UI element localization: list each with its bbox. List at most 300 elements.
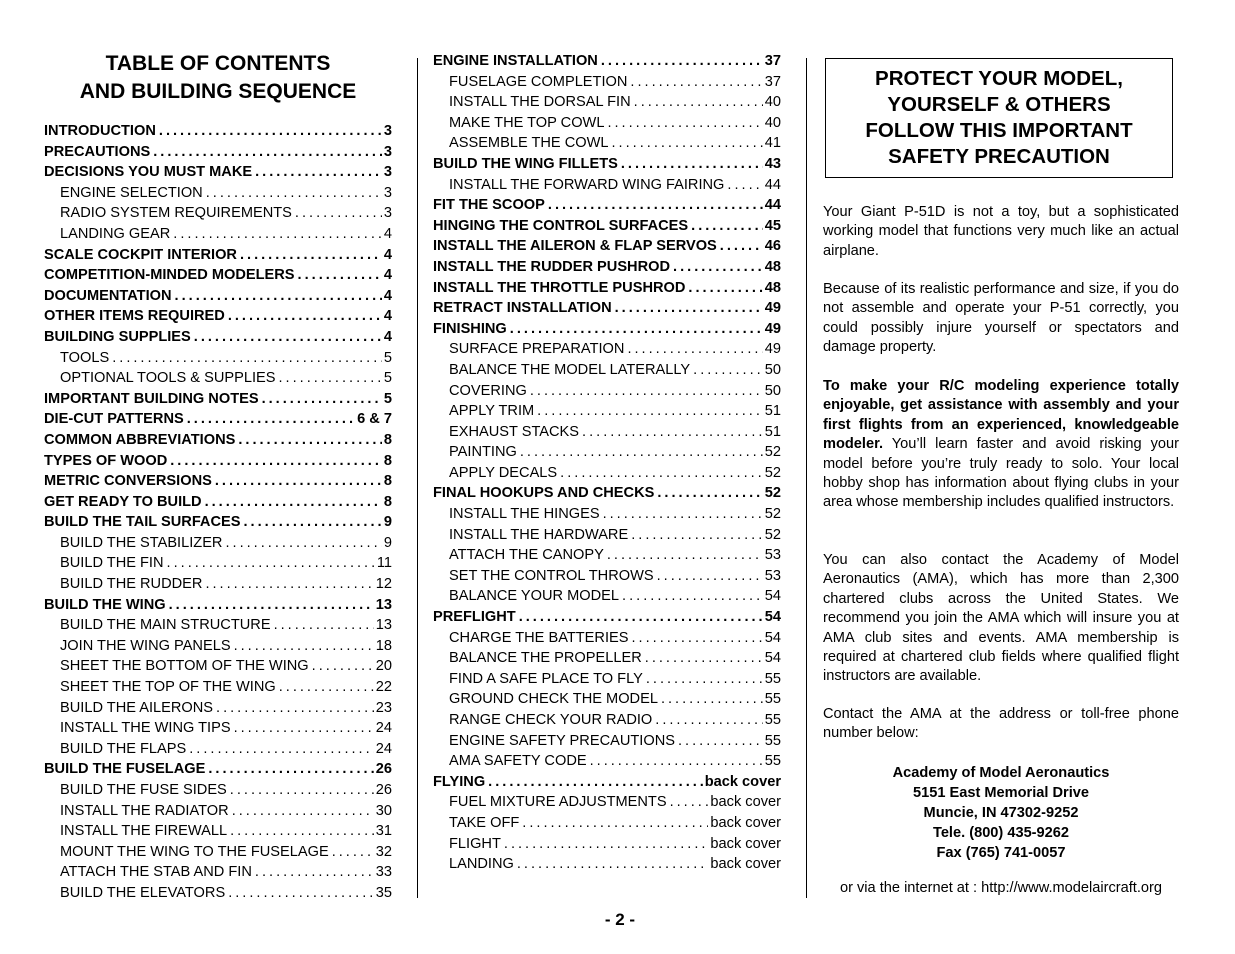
toc-entry-label: BUILD THE AILERONS bbox=[60, 699, 214, 716]
toc-entry-page: 3 bbox=[383, 143, 392, 160]
toc-entry-label: SHEET THE TOP OF THE WING bbox=[60, 679, 276, 696]
toc-leader-dots bbox=[227, 821, 374, 842]
toc-entry-page: 9 bbox=[383, 534, 392, 551]
toc-entry-label: LANDING bbox=[449, 856, 514, 873]
toc-leader-dots bbox=[612, 298, 763, 319]
toc-leader-dots bbox=[191, 327, 382, 348]
toc-entry-page: 49 bbox=[764, 300, 781, 317]
toc-entry-label: BUILD THE ELEVATORS bbox=[60, 884, 226, 901]
toc-entry-page: 3 bbox=[383, 205, 392, 222]
toc-entry-page: 13 bbox=[375, 617, 392, 634]
toc-leader-dots bbox=[227, 780, 374, 801]
toc-entry-label: FLYING bbox=[433, 773, 486, 790]
toc-entry-label: INSTALL THE THROTTLE PUSHROD bbox=[433, 279, 686, 296]
toc-leader-dots bbox=[309, 656, 374, 677]
toc-leader-dots bbox=[631, 92, 763, 113]
toc-entry-label: BUILD THE TAIL SURFACES bbox=[44, 514, 241, 531]
toc-leader-dots bbox=[259, 389, 382, 410]
toc-entry-label: ASSEMBLE THE COWL bbox=[449, 135, 609, 152]
toc-entry bbox=[44, 718, 392, 739]
toc-leader-dots bbox=[690, 360, 763, 381]
toc-entry-label: INTRODUCTION bbox=[44, 123, 156, 139]
toc-entry-label: PAINTING bbox=[449, 444, 517, 461]
toc-leader-dots bbox=[252, 862, 374, 883]
toc-entry-page: 35 bbox=[375, 884, 392, 901]
toc-leader-dots bbox=[516, 607, 763, 628]
toc-entry bbox=[433, 51, 781, 72]
toc-entry-label: ATTACH THE STAB AND FIN bbox=[60, 864, 252, 881]
toc-entry bbox=[44, 553, 392, 574]
toc-entry-label: BUILD THE WING bbox=[44, 596, 166, 613]
toc-entry bbox=[433, 854, 781, 875]
toc-leader-dots bbox=[172, 286, 382, 307]
toc-entry bbox=[44, 265, 392, 286]
toc-leader-dots bbox=[624, 339, 762, 360]
toc-entry bbox=[44, 224, 392, 245]
toc-entry bbox=[433, 463, 781, 484]
toc-entry-page: 55 bbox=[764, 753, 781, 770]
ama-address bbox=[823, 763, 1179, 863]
toc-entry-page: 43 bbox=[764, 155, 781, 172]
toc-entry-label: BUILD THE FUSELAGE bbox=[44, 761, 206, 778]
toc-entry-page: 4 bbox=[383, 246, 392, 263]
toc-leader-dots bbox=[203, 183, 382, 204]
toc-entry-label: INSTALL THE RUDDER PUSHROD bbox=[433, 258, 671, 275]
toc-entry bbox=[433, 72, 781, 93]
toc-entry bbox=[44, 759, 392, 780]
toc-entry bbox=[44, 574, 392, 595]
toc-leader-dots bbox=[202, 574, 373, 595]
toc-entry-label: SET THE CONTROL THROWS bbox=[449, 567, 654, 584]
toc-leader-dots bbox=[184, 409, 355, 430]
toc-entry bbox=[433, 710, 781, 731]
toc-entry-page: 32 bbox=[375, 843, 392, 860]
toc-leader-dots bbox=[202, 492, 382, 513]
toc-entry bbox=[433, 566, 781, 587]
toc-entry bbox=[433, 339, 781, 360]
toc-entry-label: BALANCE THE PROPELLER bbox=[449, 650, 642, 667]
toc-entry-label: EXHAUST STACKS bbox=[449, 423, 580, 440]
toc-entry-label: DOCUMENTATION bbox=[44, 287, 172, 304]
toc-entry-label: ENGINE SAFETY PRECAUTIONS bbox=[449, 732, 675, 749]
toc-entry bbox=[44, 533, 392, 554]
toc-entry-page: 53 bbox=[764, 547, 781, 564]
toc-leader-dots bbox=[166, 595, 374, 616]
toc-entry-label: FIT THE SCOOP bbox=[433, 197, 545, 214]
toc-leader-dots bbox=[485, 772, 703, 793]
toc-leader-dots bbox=[717, 236, 763, 257]
toc-entry-page: 13 bbox=[375, 596, 392, 613]
toc-entry-page: back cover bbox=[710, 856, 781, 873]
toc-entry-label: RADIO SYSTEM REQUIREMENTS bbox=[60, 205, 292, 222]
toc-entry-page: 12 bbox=[375, 576, 392, 593]
toc-entry-label: OPTIONAL TOOLS & SUPPLIES bbox=[60, 370, 276, 387]
toc-entry-page: 37 bbox=[764, 53, 781, 69]
toc-entry bbox=[44, 451, 392, 472]
toc-entry-page: 55 bbox=[764, 712, 781, 728]
toc-leader-dots bbox=[271, 615, 374, 636]
toc-leader-dots bbox=[628, 525, 763, 546]
toc-entry-page: 24 bbox=[375, 740, 392, 757]
toc-entry-page: 4 bbox=[383, 225, 392, 242]
toc-leader-dots bbox=[225, 883, 374, 904]
safety-paragraph-5: Contact the AMA at the address or toll-free phone number below: bbox=[823, 706, 1179, 742]
ama-website: or via the internet at : http://www.modelaircraft.org bbox=[839, 880, 1163, 896]
toc-entry-page: 6 & 7 bbox=[357, 411, 392, 428]
toc-leader-dots bbox=[519, 813, 708, 834]
safety-heading-line2: YOURSELF & OTHERS bbox=[887, 93, 1111, 116]
toc-entry-label: COMMON ABBREVIATIONS bbox=[44, 431, 236, 448]
toc-entry-label: ATTACH THE CANOPY bbox=[449, 547, 604, 564]
toc-entry-label: FINAL HOOKUPS AND CHECKS bbox=[433, 485, 655, 502]
toc-entry-label: IMPORTANT BUILDING NOTES bbox=[44, 390, 259, 407]
toc-entry-page: 40 bbox=[764, 94, 781, 111]
toc-entry-label: INSTALL THE DORSAL FIN bbox=[449, 94, 631, 111]
safety-heading-line3: FOLLOW THIS IMPORTANT bbox=[865, 119, 1133, 142]
toc-entry-label: SCALE COCKPIT INTERIOR bbox=[44, 246, 237, 263]
toc-leader-dots bbox=[229, 801, 374, 822]
toc-entry bbox=[44, 862, 392, 883]
toc-entry bbox=[433, 92, 781, 113]
toc-entry-label: JOIN THE WING PANELS bbox=[60, 637, 231, 654]
toc-entry-label: METRIC CONVERSIONS bbox=[44, 473, 212, 490]
toc-entry bbox=[433, 731, 781, 752]
toc-entry bbox=[433, 381, 781, 402]
toc-entry bbox=[433, 628, 781, 649]
toc-entry bbox=[44, 348, 392, 369]
toc-entry-label: BALANCE YOUR MODEL bbox=[449, 588, 620, 605]
toc-entry-label: APPLY TRIM bbox=[449, 403, 535, 420]
safety-paragraph-3-bold: To make your R/C modeling experience totally enjoyable, get assistance with assembly and your first flights from an experienced, knowledgeable modeler. bbox=[823, 378, 1179, 453]
toc-entry-label: FINISHING bbox=[433, 320, 507, 337]
toc-entry bbox=[433, 525, 781, 546]
toc-entry-label: BUILD THE MAIN STRUCTURE bbox=[60, 617, 271, 634]
column-divider-left bbox=[417, 58, 418, 898]
toc-entry-label: MAKE THE TOP COWL bbox=[449, 114, 605, 131]
toc-entry-label: HINGING THE CONTROL SURFACES bbox=[433, 217, 689, 234]
toc-leader-dots bbox=[604, 113, 762, 134]
toc-leader-dots bbox=[675, 731, 763, 752]
toc-entry-page: 4 bbox=[383, 328, 392, 345]
toc-entry bbox=[433, 133, 781, 154]
toc-entry-page: 9 bbox=[383, 514, 392, 531]
toc-entry-label: TOOLS bbox=[60, 349, 110, 366]
toc-entry bbox=[433, 586, 781, 607]
toc-entry-page: 4 bbox=[383, 308, 392, 325]
toc-entry-page: 54 bbox=[764, 629, 781, 646]
toc-entry-label: BUILD THE FUSE SIDES bbox=[60, 782, 227, 798]
toc-entry bbox=[44, 636, 392, 657]
toc-entry-page: 55 bbox=[764, 732, 781, 749]
toc-entry bbox=[44, 780, 392, 801]
toc-entry bbox=[44, 389, 392, 410]
toc-entry bbox=[433, 113, 781, 134]
toc-leader-dots bbox=[557, 463, 763, 484]
toc-entry bbox=[44, 801, 392, 822]
toc-entry-page: 33 bbox=[375, 864, 392, 881]
toc-entry-page: 8 bbox=[383, 431, 392, 448]
toc-entry-page: 48 bbox=[764, 279, 781, 296]
safety-heading-line4: SAFETY PRECAUTION bbox=[888, 145, 1110, 168]
toc-leader-dots bbox=[545, 195, 763, 216]
toc-entry bbox=[433, 298, 781, 319]
toc-entry-label: APPLY DECALS bbox=[449, 464, 558, 481]
toc-entry bbox=[44, 142, 392, 163]
toc-entry bbox=[433, 422, 781, 443]
toc-entry-label: MOUNT THE WING TO THE FUSELAGE bbox=[60, 843, 329, 860]
safety-heading-box bbox=[825, 58, 1173, 178]
toc-entry bbox=[44, 739, 392, 760]
toc-entry-label: INSTALL THE HARDWARE bbox=[449, 526, 629, 543]
toc-leader-dots bbox=[156, 121, 382, 142]
toc-entry-label: GET READY TO BUILD bbox=[44, 493, 202, 510]
toc-leader-dots bbox=[275, 368, 381, 389]
toc-leader-dots bbox=[501, 834, 709, 855]
toc-entry-page: 22 bbox=[375, 679, 392, 696]
toc-entry bbox=[44, 409, 392, 430]
toc-entry-page: 45 bbox=[764, 217, 781, 234]
safety-paragraph-3-rest: You’ll learn faster and avoid risking your model before you’re truly ready to solo. Your local hobby shop has information about flying clubs in your area whose membership includes qualified instructors. bbox=[823, 436, 1179, 511]
toc-entry bbox=[44, 430, 392, 451]
toc-leader-dots bbox=[329, 842, 374, 863]
toc-entry bbox=[44, 595, 392, 616]
toc-entry-label: SURFACE PREPARATION bbox=[449, 341, 625, 358]
toc-entry-page: 49 bbox=[764, 320, 781, 337]
toc-entry-label: BUILD THE FLAPS bbox=[60, 740, 187, 757]
toc-entry-label: GROUND CHECK THE MODEL bbox=[449, 691, 658, 708]
toc-leader-dots bbox=[164, 553, 375, 574]
toc-entry-label: COVERING bbox=[449, 382, 527, 399]
toc-entry bbox=[433, 236, 781, 257]
toc-entry bbox=[44, 286, 392, 307]
toc-leader-dots bbox=[643, 669, 763, 690]
toc-entry-page: 37 bbox=[764, 73, 781, 90]
toc-leader-dots bbox=[598, 51, 763, 72]
toc-entry-page: 52 bbox=[764, 506, 781, 523]
toc-entry-page: 31 bbox=[375, 823, 392, 840]
toc-title-line2: AND BUILDING SEQUENCE bbox=[79, 80, 357, 103]
toc-entry-page: 53 bbox=[764, 567, 781, 584]
toc-entry-page: 54 bbox=[764, 650, 781, 667]
toc-entry-label: COMPETITION-MINDED MODELERS bbox=[44, 267, 295, 284]
toc-entry-page: 4 bbox=[383, 267, 392, 284]
toc-leader-dots bbox=[688, 216, 763, 237]
toc-entry bbox=[44, 183, 392, 204]
toc-leader-dots bbox=[604, 545, 763, 566]
toc-leader-dots bbox=[252, 162, 382, 183]
toc-leader-dots bbox=[292, 203, 382, 224]
toc-entry bbox=[44, 203, 392, 224]
toc-entry-label: RETRACT INSTALLATION bbox=[433, 300, 612, 317]
toc-leader-dots bbox=[231, 718, 374, 739]
toc-leader-dots bbox=[642, 648, 763, 669]
toc-entry-label: CHARGE THE BATTERIES bbox=[449, 629, 629, 646]
toc-entry-page: 51 bbox=[764, 423, 781, 440]
toc-entry-page: 23 bbox=[375, 699, 392, 716]
toc-leader-dots bbox=[670, 257, 763, 278]
toc-entry-label: FIND A SAFE PLACE TO FLY bbox=[449, 670, 643, 687]
toc-leader-dots bbox=[150, 142, 382, 163]
toc-entry bbox=[44, 512, 392, 533]
toc-entry-page: 52 bbox=[764, 444, 781, 461]
toc-entry bbox=[433, 175, 781, 196]
toc-entry-page: 50 bbox=[764, 361, 781, 378]
toc-entry-page: back cover bbox=[710, 814, 781, 831]
toc-entry bbox=[44, 698, 392, 719]
safety-paragraph-1: Your Giant P-51D is not a toy, but a sophisticated working model that functions very much like an actual airplane. bbox=[823, 204, 1179, 259]
toc-leader-dots bbox=[628, 628, 762, 649]
toc-entry bbox=[44, 842, 392, 863]
toc-entry-label: PREFLIGHT bbox=[433, 609, 516, 626]
toc-entry-label: BUILD THE WING FILLETS bbox=[433, 155, 618, 172]
ama-phone: Tele. (800) 435-9262 bbox=[932, 825, 1070, 841]
toc-leader-dots bbox=[527, 381, 763, 402]
toc-entry-page: 50 bbox=[764, 382, 781, 399]
toc-entry bbox=[44, 327, 392, 348]
toc-leader-dots bbox=[517, 442, 763, 463]
toc-entry bbox=[433, 792, 781, 813]
toc-entry-page: 44 bbox=[764, 176, 781, 193]
toc-entry-page: 40 bbox=[764, 114, 781, 131]
toc-entry-label: BUILD THE STABILIZER bbox=[60, 534, 223, 551]
toc-leader-dots bbox=[235, 430, 382, 451]
toc-leader-dots bbox=[295, 265, 382, 286]
toc-entry-page: 44 bbox=[764, 197, 781, 214]
toc-entry-page: 8 bbox=[383, 452, 392, 469]
safety-paragraph-3 bbox=[823, 377, 1179, 513]
ama-city: Muncie, IN 47302-9252 bbox=[923, 805, 1079, 821]
toc-entry-page: 5 bbox=[383, 390, 392, 407]
toc-leader-dots bbox=[240, 512, 381, 533]
toc-entry bbox=[433, 648, 781, 669]
toc-leader-dots bbox=[276, 677, 374, 698]
toc-entry-page: back cover bbox=[710, 794, 781, 811]
toc-entry bbox=[433, 401, 781, 422]
toc-leader-dots bbox=[609, 133, 763, 154]
toc-leader-dots bbox=[507, 319, 763, 340]
page-number: - 2 - bbox=[604, 910, 636, 929]
toc-entry-label: TYPES OF WOOD bbox=[44, 452, 168, 469]
safety-heading-line1: PROTECT YOUR MODEL, bbox=[875, 67, 1123, 90]
toc-entry-page: 54 bbox=[764, 588, 781, 605]
toc-leader-dots bbox=[579, 422, 763, 443]
toc-list-middle bbox=[433, 51, 781, 875]
toc-entry bbox=[433, 607, 781, 628]
toc-list-left bbox=[44, 121, 392, 904]
toc-entry-label: RANGE CHECK YOUR RADIO bbox=[449, 712, 653, 728]
toc-entry bbox=[433, 319, 781, 340]
toc-entry-label: SHEET THE BOTTOM OF THE WING bbox=[60, 658, 309, 675]
toc-entry bbox=[433, 545, 781, 566]
toc-leader-dots bbox=[685, 278, 762, 299]
toc-entry-label: LANDING GEAR bbox=[60, 225, 171, 242]
toc-leader-dots bbox=[225, 306, 382, 327]
toc-entry bbox=[433, 216, 781, 237]
toc-entry-page: 20 bbox=[375, 658, 392, 675]
toc-entry bbox=[44, 368, 392, 389]
toc-entry bbox=[44, 677, 392, 698]
toc-entry-page: 52 bbox=[764, 485, 781, 502]
toc-entry bbox=[433, 834, 781, 855]
toc-leader-dots bbox=[534, 401, 763, 422]
toc-leader-dots bbox=[514, 854, 709, 875]
toc-entry bbox=[433, 504, 781, 525]
toc-entry bbox=[433, 257, 781, 278]
ama-street: 5151 East Memorial Drive bbox=[912, 785, 1090, 801]
toc-leader-dots bbox=[170, 224, 382, 245]
toc-entry bbox=[433, 154, 781, 175]
toc-entry bbox=[433, 751, 781, 772]
toc-entry-label: ENGINE INSTALLATION bbox=[433, 53, 598, 69]
toc-entry bbox=[433, 442, 781, 463]
toc-entry-label: INSTALL THE FORWARD WING FAIRING bbox=[449, 176, 725, 193]
ama-fax: Fax (765) 741-0057 bbox=[936, 845, 1066, 861]
toc-entry-page: 3 bbox=[383, 164, 392, 181]
toc-entry-label: INSTALL THE WING TIPS bbox=[60, 720, 231, 737]
toc-leader-dots bbox=[658, 689, 763, 710]
toc-entry-label: INSTALL THE RADIATOR bbox=[60, 802, 229, 819]
toc-leader-dots bbox=[231, 636, 374, 657]
toc-leader-dots bbox=[667, 792, 709, 813]
toc-entry-label: BUILDING SUPPLIES bbox=[44, 328, 191, 345]
toc-entry bbox=[44, 883, 392, 904]
ama-name: Academy of Model Aeronautics bbox=[892, 765, 1110, 781]
toc-entry-page: 30 bbox=[375, 802, 392, 819]
toc-leader-dots bbox=[654, 566, 763, 587]
toc-entry-page: 24 bbox=[375, 720, 392, 737]
toc-entry bbox=[433, 772, 781, 793]
toc-entry bbox=[44, 821, 392, 842]
toc-entry-page: 8 bbox=[383, 473, 392, 490]
toc-leader-dots bbox=[109, 348, 382, 369]
toc-entry-label: BUILD THE RUDDER bbox=[60, 576, 203, 593]
safety-paragraph-2: Because of its realistic performance and size, if you do not assemble and operate your P-51 correctly, you could possibly injure yourself or spectators and damage property. bbox=[823, 281, 1179, 356]
toc-entry-page: 8 bbox=[383, 493, 392, 510]
toc-leader-dots bbox=[167, 451, 382, 472]
toc-entry bbox=[433, 483, 781, 504]
toc-leader-dots bbox=[186, 739, 374, 760]
toc-entry-page: 52 bbox=[764, 464, 781, 481]
toc-entry-page: 4 bbox=[383, 287, 392, 304]
toc-leader-dots bbox=[212, 471, 382, 492]
toc-leader-dots bbox=[222, 533, 381, 554]
toc-entry-page: 52 bbox=[764, 526, 781, 543]
toc-leader-dots bbox=[652, 710, 763, 731]
column-divider-right bbox=[806, 58, 807, 898]
toc-entry-label: BUILD THE FIN bbox=[60, 555, 164, 572]
toc-leader-dots bbox=[205, 759, 373, 780]
toc-entry-label: TAKE OFF bbox=[449, 814, 520, 831]
toc-entry-label: AMA SAFETY CODE bbox=[449, 753, 587, 770]
toc-entry bbox=[44, 306, 392, 327]
toc-entry-label: DIE-CUT PATTERNS bbox=[44, 411, 184, 428]
toc-entry bbox=[433, 360, 781, 381]
toc-leader-dots bbox=[587, 751, 763, 772]
toc-leader-dots bbox=[237, 245, 382, 266]
toc-entry bbox=[44, 615, 392, 636]
toc-leader-dots bbox=[627, 72, 762, 93]
toc-entry bbox=[433, 813, 781, 834]
toc-entry-label: INSTALL THE AILERON & FLAP SERVOS bbox=[433, 238, 717, 255]
toc-leader-dots bbox=[600, 504, 763, 525]
toc-entry bbox=[44, 162, 392, 183]
toc-entry-page: 3 bbox=[383, 184, 392, 201]
toc-leader-dots bbox=[654, 483, 762, 504]
toc-entry-page: 5 bbox=[383, 370, 392, 387]
safety-paragraph-4: You can also contact the Academy of Model Aeronautics (AMA), which has more than 2,300 chartered clubs across the United States. We recommend you join the AMA which will insure you at AMA club sites and events. AMA membership is required at chartered club fields where qualified flight instructors are available. bbox=[823, 552, 1179, 685]
toc-entry-page: 55 bbox=[764, 691, 781, 708]
toc-entry-label: OTHER ITEMS REQUIRED bbox=[44, 308, 225, 325]
